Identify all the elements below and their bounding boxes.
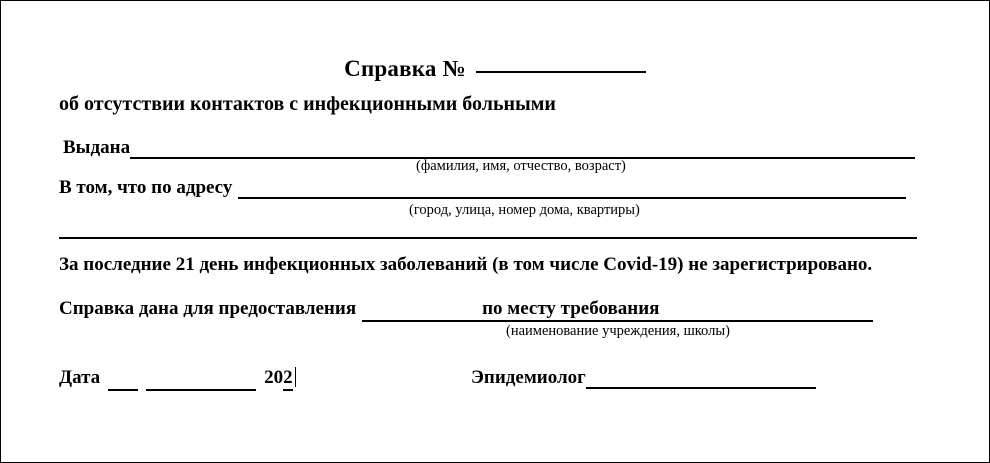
address-blank[interactable]	[238, 180, 906, 199]
purpose-label: Справка дана для предоставления	[59, 298, 357, 319]
address-row	[59, 177, 906, 199]
document-title-text: Справка №	[344, 56, 466, 81]
epidemiologist-label: Эпидемиолог	[471, 367, 586, 388]
purpose-row	[59, 298, 873, 322]
date-label: Дата	[59, 367, 101, 388]
issued-to-label: Выдана	[63, 137, 131, 158]
address-hint: (город, улица, номер дома, квартиры)	[409, 202, 640, 218]
purpose-value[interactable]: по месту требования	[480, 298, 661, 322]
document-body	[1, 1, 989, 462]
purpose-blank-right[interactable]	[661, 303, 873, 322]
date-row	[59, 367, 296, 391]
text-cursor	[295, 367, 296, 387]
issued-to-hint: (фамилия, имя, отчество, возраст)	[416, 158, 626, 174]
document-subtitle: об отсутствии контактов с инфекционными больными	[59, 93, 556, 115]
purpose-hint: (наименование учреждения, школы)	[506, 323, 730, 339]
issued-to-blank[interactable]	[130, 140, 915, 159]
epidemiologist-row	[471, 367, 816, 389]
date-day-blank[interactable]	[108, 372, 138, 391]
issued-to-row	[63, 137, 915, 159]
document-number-blank[interactable]	[476, 53, 646, 73]
purpose-blank-left[interactable]	[362, 303, 480, 322]
document-title	[1, 53, 989, 82]
epidemiologist-signature-blank[interactable]	[586, 370, 816, 389]
address-label: В том, что по адресу	[59, 177, 233, 198]
date-month-blank[interactable]	[146, 372, 256, 391]
date-year-digit[interactable]: 2	[283, 367, 293, 391]
statement-text: За последние 21 день инфекционных заболеваний (в том числе Covid-19) не зарегистрировано.	[59, 254, 873, 275]
date-year-prefix: 20	[264, 367, 284, 388]
address-blank-second-line[interactable]	[59, 223, 917, 239]
